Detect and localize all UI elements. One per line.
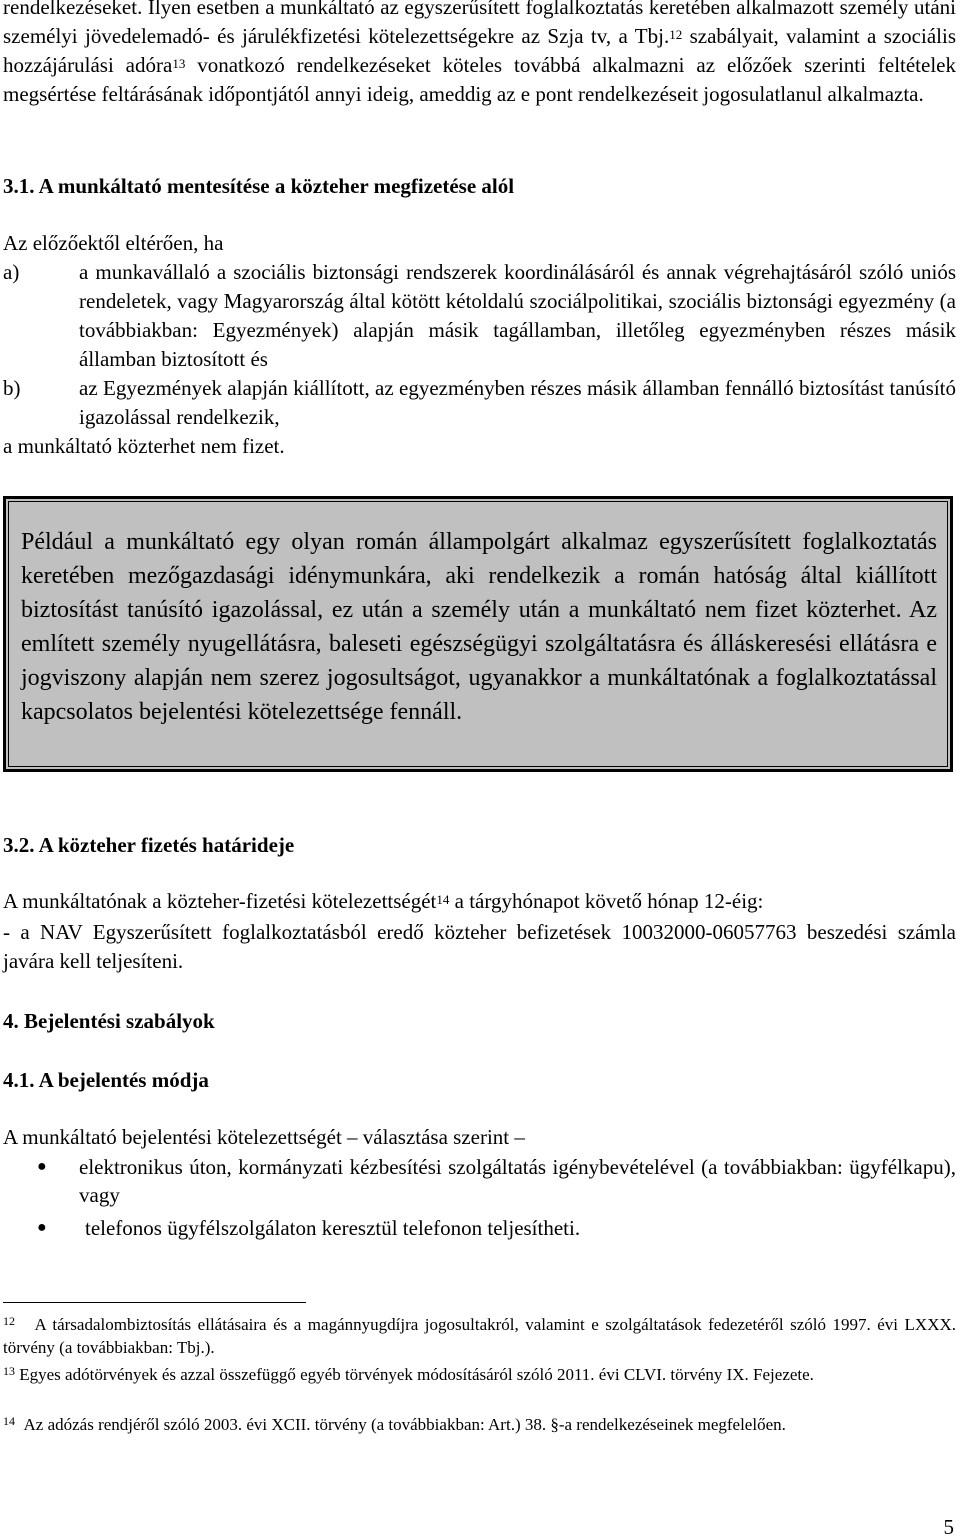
footnote-ref-14[interactable]: 14 (436, 892, 450, 907)
footnote-text: Egyes adótörvények és azzal összefüggő egyéb törvények módosításáról szóló 2011. évi CLVI. törvény IX. Fejezete. (19, 1365, 814, 1384)
list-item (3, 1153, 956, 1209)
section-heading-4-1: 4.1. A bejelentés módja (3, 1068, 209, 1092)
section-intro: A munkáltató bejelentési kötelezettségét – választása szerint – (3, 1125, 525, 1149)
section-heading-3-1: 3.1. A munkáltató mentesítése a közteher megfizetése alól (3, 174, 515, 198)
list-item-text: elektronikus úton, kormányzati kézbesítési szolgáltatás igénybevételével (a továbbiakban: ügyfélkapu), vagy (79, 1155, 956, 1207)
list-item (3, 1214, 956, 1242)
bullet-icon: ● (37, 1219, 47, 1236)
footnote-text: A társadalombiztosítás ellátásaira és a magánnyugdíjra jogosultakról, valamint e szolgáltatások fedezetéről szóló 1997. évi LXXX. törvény (a továbbiakban: Tbj.). (3, 1315, 957, 1357)
footnote (3, 1313, 956, 1359)
list-item (3, 374, 956, 432)
condition-list (3, 258, 956, 461)
list-closing: a munkáltató közterhet nem fizet. (3, 434, 285, 458)
example-box (3, 496, 953, 772)
page-number: 5 (943, 1515, 954, 1539)
section-heading-3-2: 3.2. A közteher fizetés határideje (3, 833, 295, 857)
list-item-text: a munkavállaló a szociális biztonsági rendszerek koordinálásáról és annak végrehajtásáról szóló uniós rendeletek, vagy Magyarország által kötött kétoldalú szociálpolitikai, szociális biztonsági egyezmény (a továbbiakban: Egyezmények) alapján másik tagállamban, illetőleg egyezményben részes másik államban biztosított és (79, 260, 956, 371)
paragraph-text: szabályait, valamint a szociális hozzájárulási adóra (3, 24, 957, 77)
paragraph-account: - a NAV Egyszerűsített foglalkoztatásból eredő közteher befizetések 10032000-06057763 beszedési számla javára kell teljesíteni. (3, 920, 956, 973)
paragraph-continuation (3, 0, 956, 109)
footnote-number: 12 (3, 1314, 15, 1328)
bullet-icon: ● (37, 1158, 47, 1175)
footnote-number: 14 (3, 1414, 15, 1428)
list-item-text: az Egyezmények alapján kiállított, az egyezményben részes másik államban fennálló biztosítást tanúsító igazolással rendelkezik, (79, 376, 956, 429)
paragraph-text: vonatkozó rendelkezéseket köteles továbbá alkalmazni az előzőek szerinti feltételek megsértése feltárásának időpontjától annyi ideig, ameddig az e pont rendelkezéseit jogosulatlanul alkalmazta. (3, 53, 956, 106)
footnote-ref-12[interactable]: 12 (669, 27, 683, 42)
footnote-separator (3, 1302, 306, 1303)
bullet-list (3, 1153, 956, 1242)
paragraph-text: A munkáltatónak a közteher-fizetési kötelezettségét (3, 889, 437, 913)
section-intro: Az előzőektől eltérően, ha (3, 231, 224, 255)
footnote-text: Az adózás rendjéről szóló 2003. évi XCII. törvény (a továbbiakban: Art.) 38. §-a rendelkezéseinek megfelelően. (23, 1415, 786, 1434)
paragraph-text: a tárgyhónapot követő hónap 12-éig: (449, 889, 764, 913)
section-heading-4: 4. Bejelentési szabályok (3, 1009, 215, 1033)
paragraph-deadline (3, 887, 956, 916)
list-marker: b) (3, 376, 21, 400)
list-item-text: telefonos ügyfélszolgálaton keresztül telefonon teljesítheti. (85, 1216, 581, 1240)
example-text: Például a munkáltató egy olyan román állampolgárt alkalmaz egyszerűsített foglalkoztatás keretében mezőgazdasági idénymunkára, aki rendelkezik a román hatóság által kiállított biztosítást tanúsító igazolással, ez után a személy után a munkáltató nem fizet közterhet. Az említett személy nyugellátásra, baleseti egészségügyi szolgáltatásra és álláskeresési ellátásra e jogviszony alapján nem szerez jogosultságot, ugyanakkor a munkáltatónak a foglalkoztatással kapcsolatos bejelentési kötelezettsége fennáll. (8, 501, 948, 767)
paragraph-text: rendelkezéseket. Ilyen esetben a munkáltató az egyszerűsített foglalkoztatás keretében alkalmazott személy utáni személyi jövedelemadó- és járulékfizetési kötelezettségekre az Szja tv, a Tbj. (3, 0, 956, 48)
footnote-number: 13 (3, 1364, 15, 1378)
list-item (3, 258, 956, 374)
footnote (3, 1363, 956, 1386)
footnote-ref-13[interactable]: 13 (172, 56, 186, 71)
list-marker: a) (3, 260, 20, 284)
footnote (3, 1413, 956, 1436)
